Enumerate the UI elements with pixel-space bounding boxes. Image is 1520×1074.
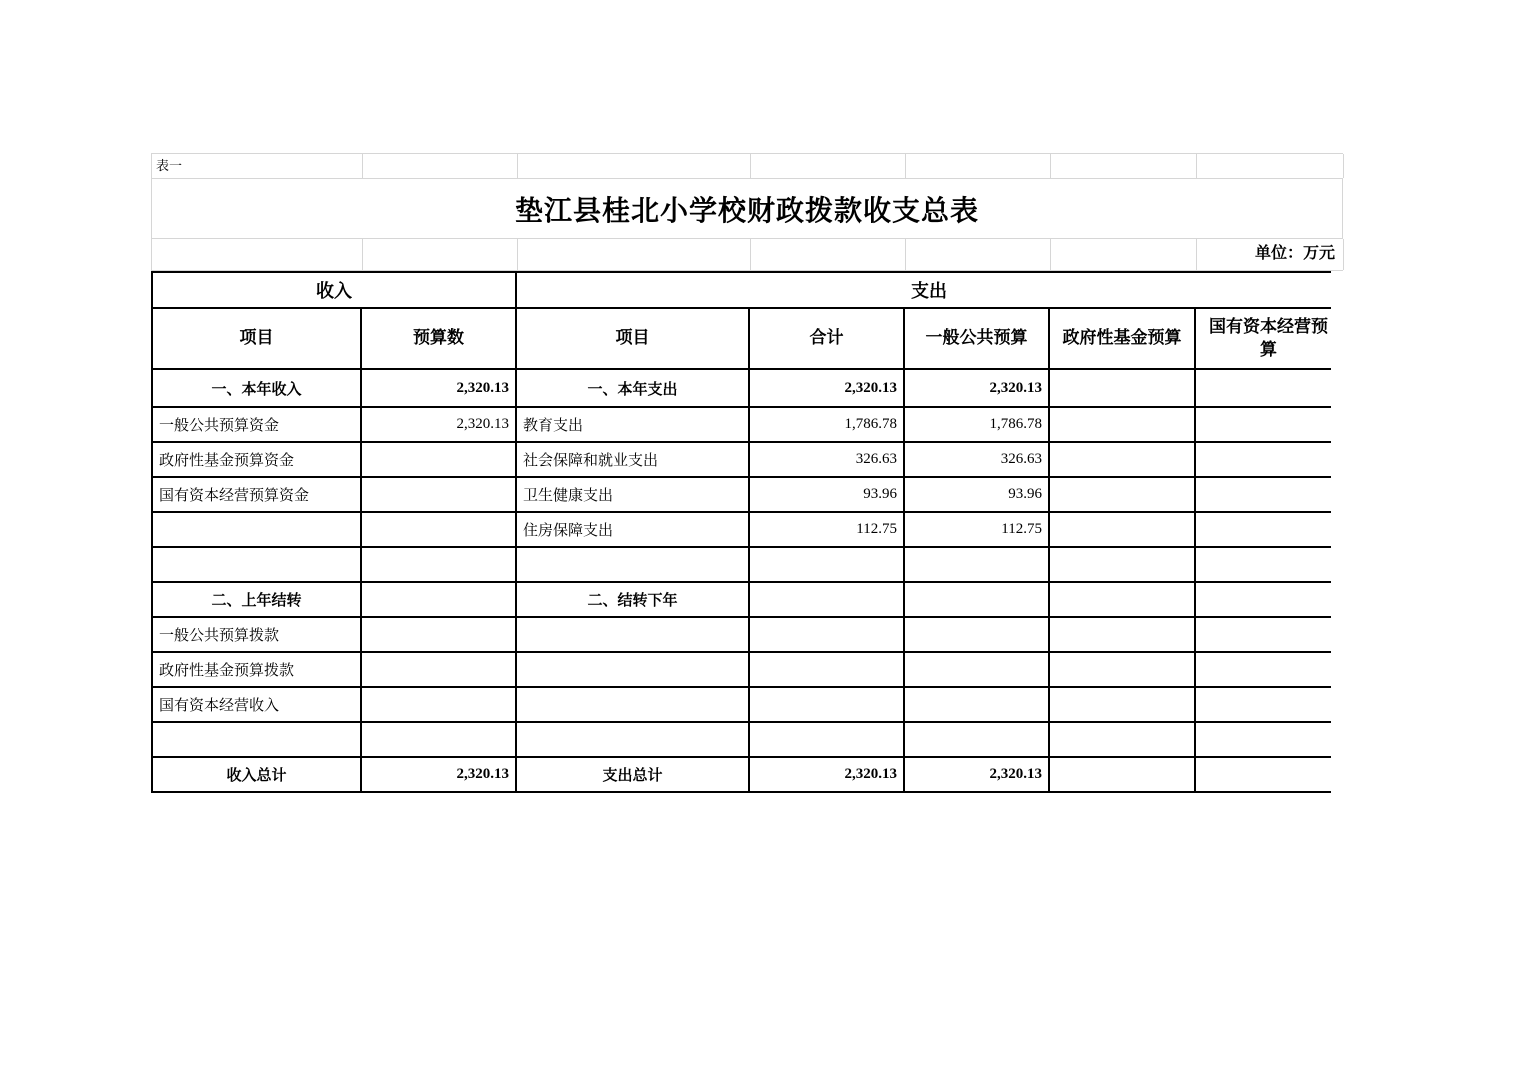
- column-header-income-item: 项目: [153, 309, 360, 368]
- income-budget-cell: 2,320.13: [362, 408, 515, 441]
- general-public-budget-total-cell: 2,320.13: [905, 758, 1048, 791]
- sheet-label-row: [151, 154, 1343, 179]
- income-item-cell: 二、上年结转: [153, 583, 360, 616]
- state-capital-budget-cell: [1196, 723, 1341, 756]
- state-capital-budget-cell: [1196, 443, 1341, 476]
- state-capital-budget-cell: [1196, 688, 1341, 721]
- income-budget-cell: 2,320.13: [362, 370, 515, 406]
- empty-grid-cell: [152, 239, 363, 270]
- empty-grid-cell: [1051, 239, 1197, 270]
- expenditure-item-cell: 一、本年支出: [517, 370, 748, 406]
- state-capital-budget-cell: [1196, 370, 1341, 406]
- gov-fund-budget-cell: [1050, 723, 1194, 756]
- expenditure-total-label-cell: 支出总计: [517, 758, 748, 791]
- general-public-budget-cell: 93.96: [905, 478, 1048, 511]
- empty-grid-cell: [518, 239, 751, 270]
- income-budget-cell: [362, 618, 515, 651]
- gov-fund-budget-cell: [1050, 548, 1194, 581]
- unit-note: 单位：万元: [1197, 239, 1344, 270]
- general-public-budget-cell: [905, 723, 1048, 756]
- expenditure-item-cell: [517, 618, 748, 651]
- expenditure-total-cell: 2,320.13: [750, 370, 903, 406]
- gov-fund-budget-cell: [1050, 513, 1194, 546]
- empty-grid-cell: [518, 154, 751, 178]
- gov-fund-budget-total-cell: [1050, 758, 1194, 791]
- income-budget-cell: [362, 478, 515, 511]
- income-item-cell: 政府性基金预算资金: [153, 443, 360, 476]
- general-public-budget-cell: [905, 653, 1048, 686]
- gov-fund-budget-cell: [1050, 583, 1194, 616]
- income-item-cell: [153, 723, 360, 756]
- state-capital-budget-cell: [1196, 478, 1341, 511]
- column-header-state-capital-budget: 国有资本经营预算: [1196, 309, 1341, 368]
- column-header-gov-fund-budget: 政府性基金预算: [1050, 309, 1194, 368]
- empty-grid-cell: [1051, 154, 1197, 178]
- expenditure-total-cell: 112.75: [750, 513, 903, 546]
- expenditure-total-cell: [750, 653, 903, 686]
- expenditure-total-cell: [750, 618, 903, 651]
- fiscal-summary-table: [151, 271, 1331, 793]
- state-capital-budget-cell: [1196, 513, 1341, 546]
- expenditure-total-value-cell: 2,320.13: [750, 758, 903, 791]
- income-item-cell: 一、本年收入: [153, 370, 360, 406]
- income-item-cell: 一般公共预算拨款: [153, 618, 360, 651]
- income-item-cell: 国有资本经营收入: [153, 688, 360, 721]
- general-public-budget-cell: [905, 548, 1048, 581]
- empty-grid-cell: [906, 154, 1051, 178]
- income-budget-cell: [362, 583, 515, 616]
- expenditure-total-cell: 93.96: [750, 478, 903, 511]
- empty-grid-cell: [363, 154, 518, 178]
- gov-fund-budget-cell: [1050, 653, 1194, 686]
- income-item-cell: 国有资本经营预算资金: [153, 478, 360, 511]
- gov-fund-budget-cell: [1050, 370, 1194, 406]
- empty-grid-cell: [1197, 154, 1344, 178]
- income-budget-cell: [362, 548, 515, 581]
- income-total-label-cell: 收入总计: [153, 758, 360, 791]
- expenditure-total-cell: [750, 688, 903, 721]
- general-public-budget-cell: 1,786.78: [905, 408, 1048, 441]
- expenditure-group-header: 支出: [517, 273, 1341, 307]
- expenditure-total-cell: [750, 548, 903, 581]
- income-budget-cell: [362, 443, 515, 476]
- gov-fund-budget-cell: [1050, 443, 1194, 476]
- income-item-cell: 政府性基金预算拨款: [153, 653, 360, 686]
- income-item-cell: [153, 513, 360, 546]
- top-grid: [151, 153, 1343, 271]
- expenditure-item-cell: 二、结转下年: [517, 583, 748, 616]
- unit-note-row: [151, 239, 1343, 271]
- expenditure-item-cell: 住房保障支出: [517, 513, 748, 546]
- general-public-budget-cell: 112.75: [905, 513, 1048, 546]
- general-public-budget-cell: 326.63: [905, 443, 1048, 476]
- column-header-expenditure-item: 项目: [517, 309, 748, 368]
- state-capital-budget-cell: [1196, 548, 1341, 581]
- income-budget-cell: [362, 723, 515, 756]
- expenditure-item-cell: 社会保障和就业支出: [517, 443, 748, 476]
- expenditure-item-cell: [517, 653, 748, 686]
- expenditure-item-cell: 卫生健康支出: [517, 478, 748, 511]
- state-capital-budget-total-cell: [1196, 758, 1341, 791]
- state-capital-budget-cell: [1196, 583, 1341, 616]
- expenditure-total-cell: [750, 723, 903, 756]
- expenditure-item-cell: [517, 548, 748, 581]
- general-public-budget-cell: [905, 688, 1048, 721]
- income-item-cell: 一般公共预算资金: [153, 408, 360, 441]
- gov-fund-budget-cell: [1050, 408, 1194, 441]
- state-capital-budget-cell: [1196, 618, 1341, 651]
- title-row: [151, 179, 1343, 239]
- income-group-header: 收入: [153, 273, 515, 307]
- fiscal-summary-sheet: [151, 153, 1343, 793]
- empty-grid-cell: [751, 154, 906, 178]
- gov-fund-budget-cell: [1050, 618, 1194, 651]
- expenditure-item-cell: 教育支出: [517, 408, 748, 441]
- income-budget-cell: [362, 653, 515, 686]
- gov-fund-budget-cell: [1050, 478, 1194, 511]
- column-header-income-budget: 预算数: [362, 309, 515, 368]
- income-budget-cell: [362, 688, 515, 721]
- empty-grid-cell: [751, 239, 906, 270]
- expenditure-total-cell: 1,786.78: [750, 408, 903, 441]
- state-capital-budget-cell: [1196, 653, 1341, 686]
- sheet-label: 表一: [152, 154, 363, 178]
- income-budget-cell: [362, 513, 515, 546]
- gov-fund-budget-cell: [1050, 688, 1194, 721]
- general-public-budget-cell: 2,320.13: [905, 370, 1048, 406]
- income-item-cell: [153, 548, 360, 581]
- empty-grid-cell: [906, 239, 1051, 270]
- state-capital-budget-cell: [1196, 408, 1341, 441]
- income-total-value-cell: 2,320.13: [362, 758, 515, 791]
- expenditure-item-cell: [517, 688, 748, 721]
- page-title: 垫江县桂北小学校财政拨款收支总表: [514, 195, 979, 227]
- general-public-budget-cell: [905, 583, 1048, 616]
- expenditure-item-cell: [517, 723, 748, 756]
- expenditure-total-cell: [750, 583, 903, 616]
- column-header-total: 合计: [750, 309, 903, 368]
- general-public-budget-cell: [905, 618, 1048, 651]
- empty-grid-cell: [363, 239, 518, 270]
- column-header-general-public-budget: 一般公共预算: [905, 309, 1048, 368]
- expenditure-total-cell: 326.63: [750, 443, 903, 476]
